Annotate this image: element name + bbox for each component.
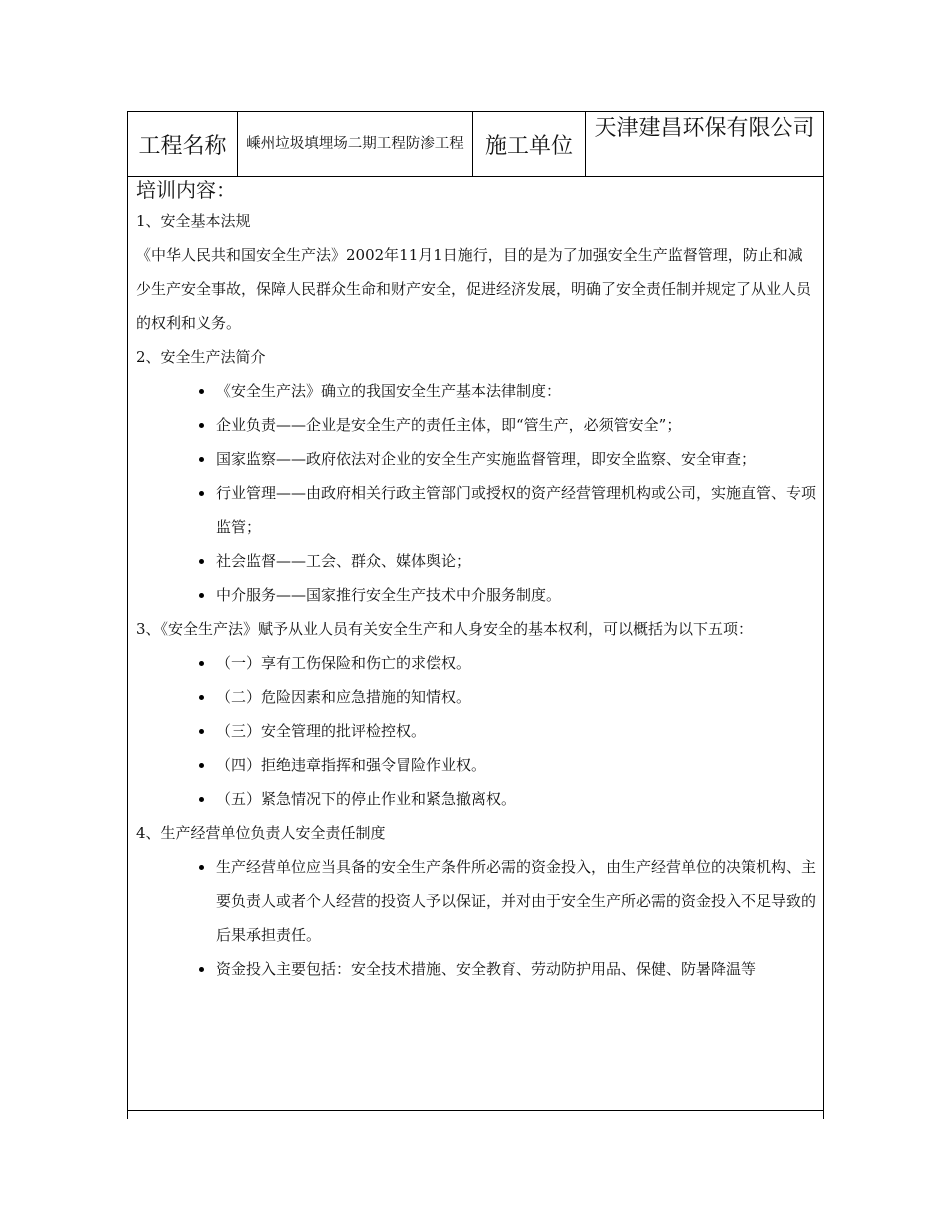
list-item (196, 714, 816, 748)
bullet-icon (199, 559, 204, 564)
training-record-table (127, 111, 824, 1119)
list-item-text: 中介服务——国家推行安全生产技术中介服务制度。 (216, 586, 562, 604)
contractor-label: 施工单位 (473, 112, 586, 176)
header-row (128, 112, 823, 177)
section-heading: 2、安全生产法简介 (136, 348, 266, 366)
section-heading: 1、安全基本法规 (136, 212, 251, 230)
list-item-text: 社会监督——工会、群众、媒体舆论； (216, 552, 472, 570)
list-item (196, 476, 816, 544)
list-item (196, 646, 816, 680)
project-name-value: 嵊州垃圾填埋场二期工程防渗工程 (238, 112, 473, 176)
bullet-icon (199, 661, 204, 666)
list-item (196, 442, 816, 476)
list-item-text: 企业负责——企业是安全生产的责任主体，即“管生产，必须管安全”； (216, 416, 682, 434)
list-item-text: （二）危险因素和应急措施的知情权。 (216, 688, 472, 706)
list-item (196, 748, 816, 782)
list-item (196, 952, 816, 986)
project-name-label: 工程名称 (128, 112, 238, 176)
table-bottom-border (127, 1110, 824, 1111)
list-item (196, 680, 816, 714)
list-item-text: （五）紧急情况下的停止作业和紧急撤离权。 (216, 790, 517, 808)
contractor-value: 天津建昌环保有限公司 (594, 116, 815, 141)
training-content (136, 176, 816, 986)
section-paragraph: 《中华人民共和国安全生产法》2002年11月1日施行，目的是为了加强安全生产监督管理，防止和减少生产安全事故，保障人民群众生命和财产安全，促进经济发展，明确了安全责任制并规定了从业人员的权利和义务。 (136, 246, 812, 332)
bullet-list (136, 646, 816, 816)
list-item-text: 生产经营单位应当具备的安全生产条件所必需的资金投入，由生产经营单位的决策机构、主要负责人或者个人经营的投资人予以保证，并对由于安全生产所必需的资金投入不足导致的后果承担责任。 (216, 858, 817, 944)
list-item-text: 行业管理——由政府相关行政主管部门或授权的资产经营管理机构或公司，实施直管、专项监管； (216, 484, 817, 536)
list-item (196, 544, 816, 578)
bullet-icon (199, 729, 204, 734)
list-item (196, 408, 816, 442)
bullet-icon (199, 797, 204, 802)
list-item-text: （一）享有工伤保险和伤亡的求偿权。 (216, 654, 472, 672)
bullet-icon (199, 763, 204, 768)
list-item (196, 782, 816, 816)
section-heading: 4、生产经营单位负责人安全责任制度 (136, 824, 386, 842)
list-item (196, 374, 816, 408)
list-item-text: 《安全生产法》确立的我国安全生产基本法律制度： (216, 382, 562, 400)
section-heading: 3、《安全生产法》赋予从业人员有关安全生产和人身安全的基本权利，可以概括为以下五项： (136, 620, 754, 638)
bullet-icon (199, 967, 204, 972)
bullet-icon (199, 491, 204, 496)
content-title: 培训内容： (136, 178, 236, 202)
bullet-icon (199, 865, 204, 870)
bullet-icon (199, 389, 204, 394)
bullet-icon (199, 593, 204, 598)
list-item-text: （四）拒绝违章指挥和强令冒险作业权。 (216, 756, 487, 774)
list-item-text: （三）安全管理的批评检控权。 (216, 722, 427, 740)
bullet-list (136, 850, 816, 986)
bullet-icon (199, 457, 204, 462)
bullet-list (136, 374, 816, 612)
list-item-text: 资金投入主要包括：安全技术措施、安全教育、劳动防护用品、保健、防暑降温等 (216, 960, 757, 978)
bullet-icon (199, 695, 204, 700)
list-item (196, 850, 816, 952)
bullet-icon (199, 423, 204, 428)
list-item-text: 国家监察——政府依法对企业的安全生产实施监督管理，即安全监察、安全审查； (216, 450, 757, 468)
list-item (196, 578, 816, 612)
